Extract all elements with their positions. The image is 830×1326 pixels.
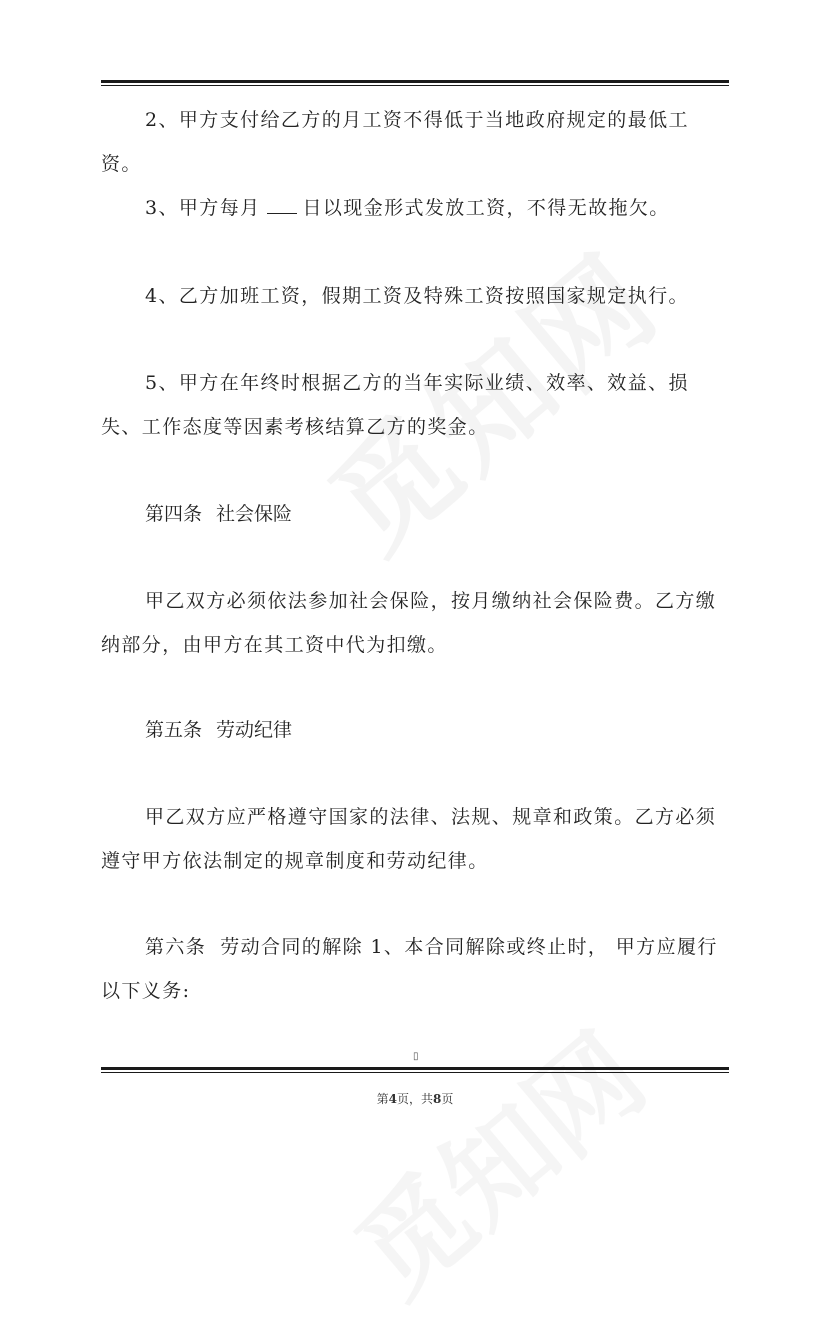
- footer-prefix: 第: [376, 1092, 389, 1106]
- article-4-body: 甲乙双方必须依法参加社会保险，按月缴纳社会保险费。乙方缴纳部分，由甲方在其工资中代为扣缴。: [101, 590, 717, 656]
- footer-mark: ▯: [413, 1051, 419, 1062]
- footer-rule: [101, 1067, 729, 1073]
- article-4-heading: [145, 492, 292, 536]
- paragraph-3: [101, 186, 729, 230]
- article-5-number: 第五条: [145, 719, 203, 741]
- article-6-body: 劳动合同的解除 1、本合同解除或终止时， 甲方应履行以下义务:: [101, 936, 718, 1002]
- paragraph-3-end: 日以现金形式发放工资，不得无故拖欠。: [302, 197, 670, 219]
- article-5-heading: [145, 708, 292, 752]
- paragraph-2: 2、甲方支付给乙方的月工资不得低于当地政府规定的最低工资。: [101, 109, 689, 175]
- header-rule: [101, 80, 729, 86]
- article-4-number: 第四条: [145, 503, 203, 525]
- article-6-paragraph: [101, 925, 729, 1013]
- footer-middle: 页，共: [396, 1092, 433, 1106]
- footer-total-pages: 8: [433, 1092, 442, 1106]
- article-6-number: 第六条: [145, 936, 207, 958]
- paragraph-4: 4、乙方加班工资，假期工资及特殊工资按照国家规定执行。: [145, 285, 689, 307]
- watermark-lower: [318, 992, 672, 1325]
- article-5-name: 劳动纪律: [216, 719, 293, 741]
- article-5-body: 甲乙双方应严格遵守国家的法律、法规、规章和政策。乙方必须遵守甲方依法制定的规章制度和劳动纪律。: [101, 806, 717, 872]
- page-footer: [0, 1090, 830, 1107]
- footer-page-number: 4: [388, 1092, 397, 1106]
- blank-day-field: [267, 197, 297, 214]
- footer-suffix: 页: [441, 1092, 454, 1106]
- paragraph-3-start: 3、甲方每月: [145, 197, 261, 219]
- article-4-name: 社会保险: [216, 503, 293, 525]
- paragraph-5: 5、甲方在年终时根据乙方的当年实际业绩、效率、效益、损失、工作态度等因素考核结算乙方的奖金。: [101, 372, 689, 438]
